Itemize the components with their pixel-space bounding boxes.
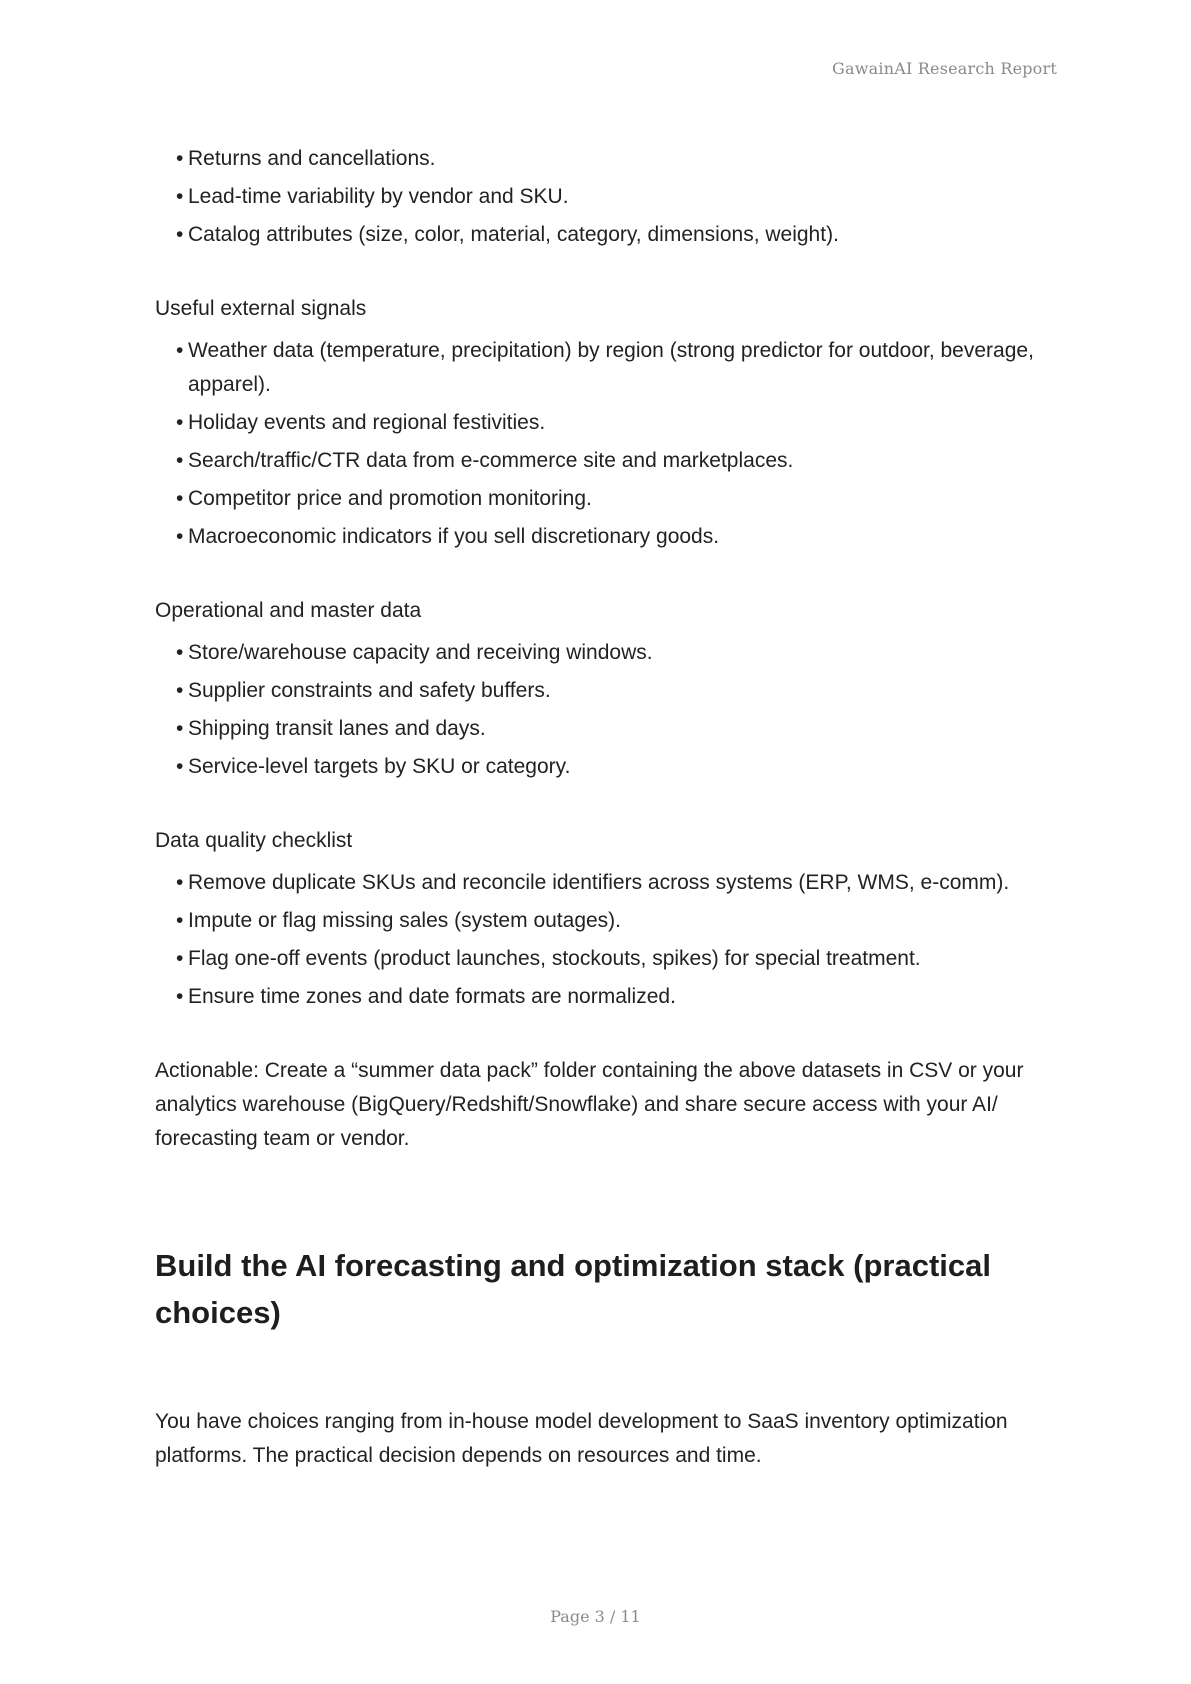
list-item: • Service-level targets by SKU or category. [176, 750, 1035, 784]
list-item: • Catalog attributes (size, color, material, category, dimensions, weight). [176, 218, 1035, 252]
operational-data-list [155, 636, 1035, 784]
list-item: • Weather data (temperature, precipitation) by region (strong predictor for outdoor, beverage, apparel). [176, 334, 1035, 402]
actionable-paragraph: Actionable: Create a “summer data pack” folder containing the above datasets in CSV or your analytics warehouse (BigQuery/Redshift/Snowflake) and share secure access with your AI/ forecasting team or vendor. [155, 1059, 1024, 1150]
list-item: • Ensure time zones and date formats are normalized. [176, 980, 1035, 1014]
list-item: • Supplier constraints and safety buffers. [176, 674, 1035, 708]
page-number: Page 3 / 11 [550, 1607, 641, 1626]
list-item: • Shipping transit lanes and days. [176, 712, 1035, 746]
page-content [155, 142, 1035, 1473]
operational-data-label: Operational and master data [155, 599, 422, 622]
list-item: • Returns and cancellations. [176, 142, 1035, 176]
list-item: • Flag one-off events (product launches, stockouts, spikes) for special treatment. [176, 942, 1035, 976]
list-item: • Holiday events and regional festivities. [176, 406, 1035, 440]
list-item: • Competitor price and promotion monitoring. [176, 482, 1035, 516]
list-item: • Macroeconomic indicators if you sell discretionary goods. [176, 520, 1035, 554]
report-header-title: GawainAI Research Report [832, 59, 1057, 78]
list-item: • Impute or flag missing sales (system outages). [176, 904, 1035, 938]
data-quality-list [155, 866, 1035, 1014]
external-signals-label: Useful external signals [155, 297, 367, 320]
section-heading: Build the AI forecasting and optimization stack (practical choices) [155, 1248, 991, 1330]
list-item: • Search/traffic/CTR data from e-commerce site and marketplaces. [176, 444, 1035, 478]
data-quality-label: Data quality checklist [155, 829, 353, 852]
list-item: • Store/warehouse capacity and receiving windows. [176, 636, 1035, 670]
list-item: • Remove duplicate SKUs and reconcile identifiers across systems (ERP, WMS, e-comm). [176, 866, 1035, 900]
top-bullet-list [155, 142, 1035, 252]
intro-paragraph: You have choices ranging from in-house model development to SaaS inventory optimization platforms. The practical decision depends on resources and time. [155, 1410, 1008, 1467]
list-item: • Lead-time variability by vendor and SKU. [176, 180, 1035, 214]
external-signals-list [155, 334, 1035, 554]
